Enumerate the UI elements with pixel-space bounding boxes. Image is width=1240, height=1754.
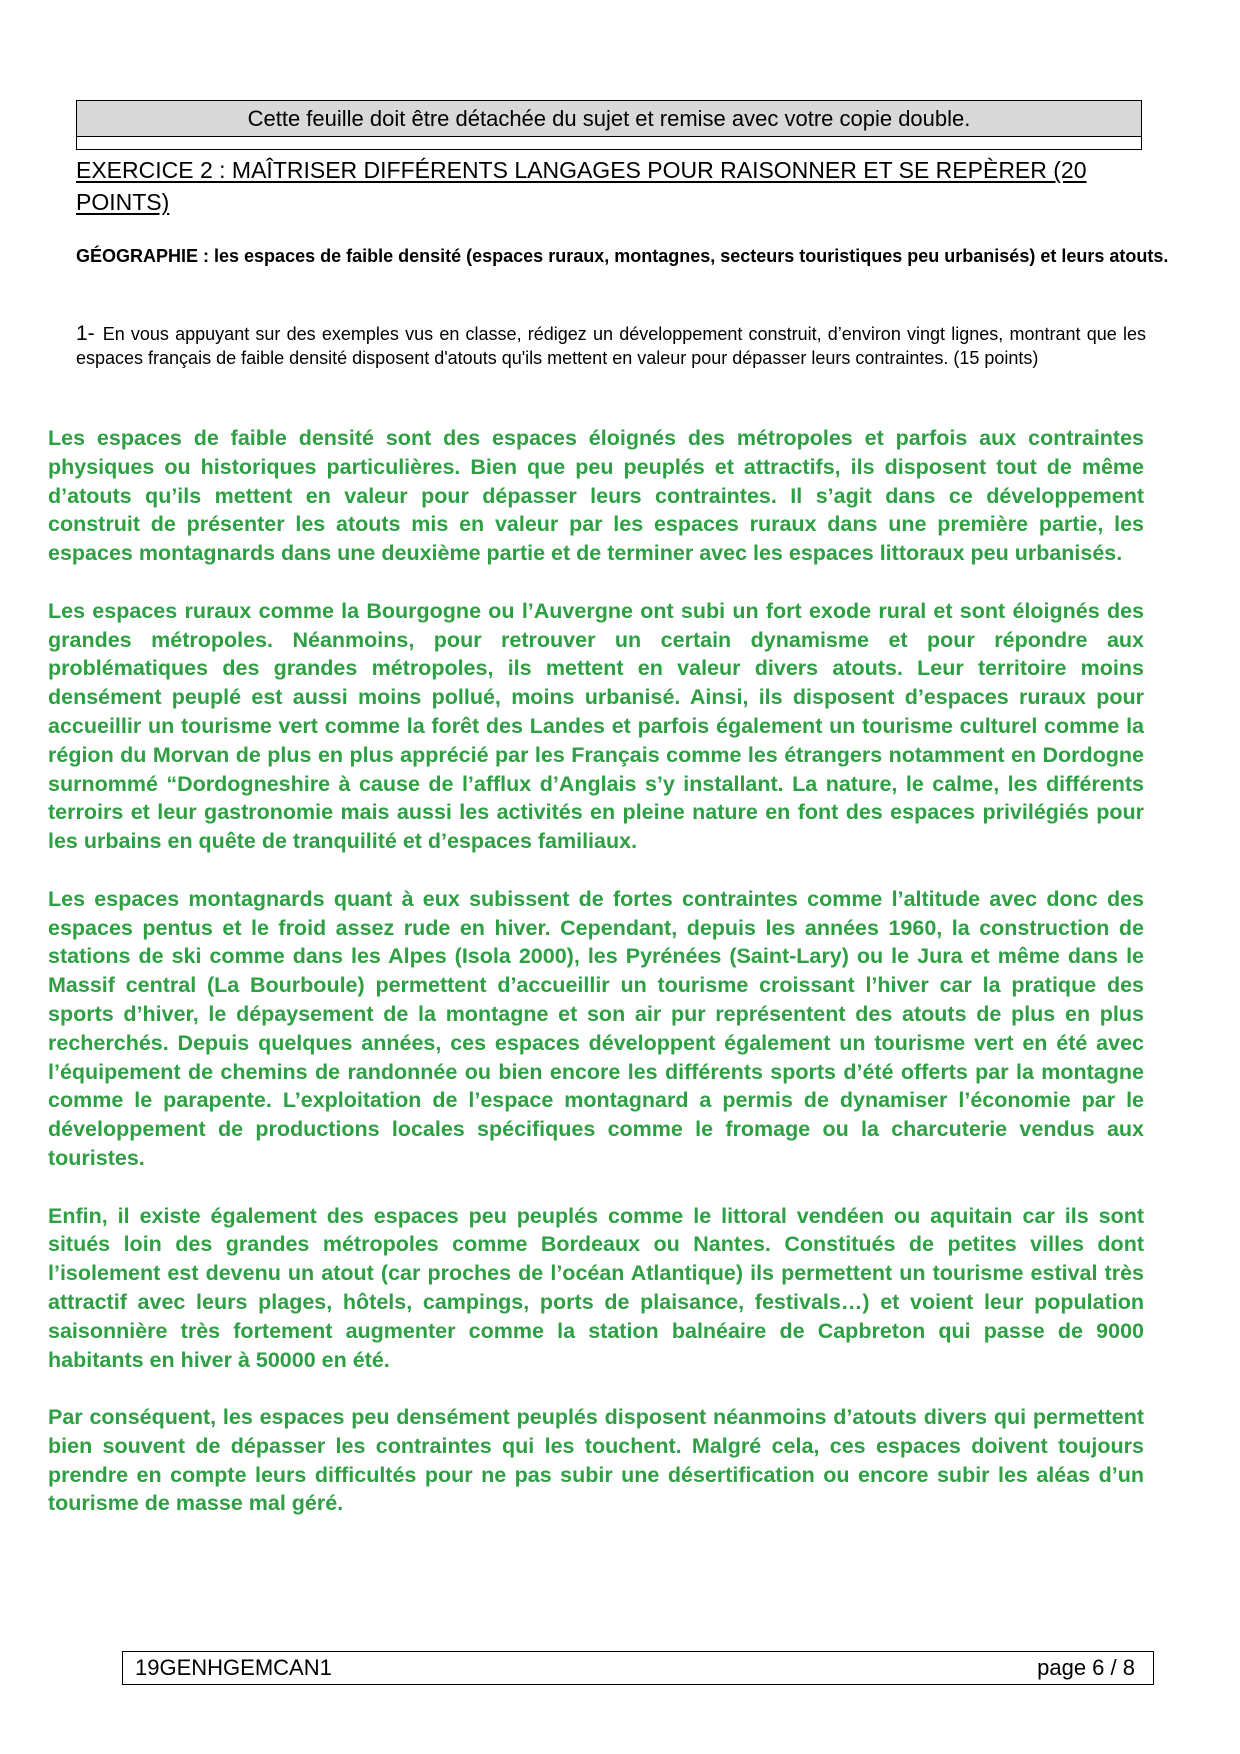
answer-paragraph-rural: Les espaces ruraux comme la Bourgogne ou l’Auvergne ont subi un fort exode rural et sont éloignés des grandes métropoles. Néanmoins, pour retrouver un certain dynamisme et pour répondre aux problématiques des grandes métropoles, ils mettent en valeur divers atouts. Leur territoire moins densément peuplé est aussi moins pollué, moins urbanisé. Ainsi, ils disposent d’espaces ruraux pour accueillir un tourisme vert comme la forêt des Landes et parfois également un tourisme culturel comme la région du Morvan de plus en plus apprécié par les Français comme les étrangers notamment en Dordogne surnommé “Dordogneshire à cause de l’afflux d’Anglais s’y installant. La nature, le calme, les différents terroirs et leur gastronomie mais aussi les activités en pleine nature en font des espaces privilégiés pour les urbains en quête de tranquilité et d’espaces familiaux. <box>48 598 1144 854</box>
answer-paragraph-intro: Les espaces de faible densité sont des espaces éloignés des métropoles et parfois aux contraintes physiques ou historiques particulières. Bien que peu peuplés et attractifs, ils disposent tout de même d’atouts qu’ils mettent en valeur pour dépasser leurs contraintes. Il s’agit dans ce développement construit de présenter les atouts mis en valeur par les espaces ruraux dans une première partie, les espaces montagnards dans une deuxième partie et de terminer avec les espaces littoraux peu urbanisés. <box>48 426 1144 566</box>
page-number: page 6 / 8 <box>1037 1655 1135 1680</box>
geography-heading: GÉOGRAPHIE : les espaces de faible densité (espaces ruraux, montagnes, secteurs touristiques peu urbanisés) et leurs atouts. <box>76 246 1169 266</box>
subject-code: 19GENHGEMCAN1 <box>135 1655 332 1680</box>
exercise-title: EXERCICE 2 : MAÎTRISER DIFFÉRENTS LANGAGES POUR RAISONNER ET SE REPÈRER (20 POINTS) <box>76 157 1087 215</box>
question-number: 1- <box>76 322 95 345</box>
question-text: En vous appuyant sur des exemples vus en classe, rédigez un développement construit, d’environ vingt lignes, montrant que les espaces français de faible densité disposent d'atouts qu'ils mettent en valeur pour dépasser leurs contraintes. (15 points) <box>76 324 1146 368</box>
answer-paragraph-coastal: Enfin, il existe également des espaces peu peuplés comme le littoral vendéen ou aquitain car ils sont situés loin des grandes métropoles comme Bordeaux ou Nantes. Constitués de petites villes dont l’isolement est devenu un atout (car proches de l’océan Atlantique) ils permettent un tourisme estival très attractif avec leurs plages, hôtels, campings, ports de plaisance, festivals…) et voient leur population saisonnière très fortement augmenter comme la station balnéaire de Capbreton qui passe de 9000 habitants en hiver à 50000 en été. <box>48 1203 1144 1372</box>
answer-text <box>48 424 1144 1518</box>
question <box>76 322 1146 370</box>
answer-paragraph-mountain: Les espaces montagnards quant à eux subissent de fortes contraintes comme l’altitude avec donc des espaces pentus et le froid assez rude en hiver. Cependant, depuis les années 1960, la construction de stations de ski comme dans les Alpes (Isola 2000), les Pyrénées (Saint-Lary) ou le Jura et même dans le Massif central (La Bourboule) permettent d’accueillir un tourisme croissant l’hiver car la pratique des sports d’hiver, le dépaysement de la montagne et son air pur représentent des atouts de plus en plus recherchés. Depuis quelques années, ces espaces développent également un tourisme vert en été avec l’équipement de chemins de randonnée ou bien encore les différents sports d’été offerts par la montagne comme le parapente. L’exploitation de l’espace montagnard a permis de dynamiser l’économie par le développement de productions locales spécifiques comme le fromage ou la charcuterie vendus aux touristes. <box>48 886 1144 1170</box>
detach-notice-box <box>76 100 1142 150</box>
detach-notice-text: Cette feuille doit être détachée du sujet et remise avec votre copie double. <box>77 101 1141 137</box>
answer-paragraph-conclusion: Par conséquent, les espaces peu densément peuplés disposent néanmoins d’atouts divers qui permettent bien souvent de dépasser les contraintes qui les touchent. Malgré cela, ces espaces doivent toujours prendre en compte leurs difficultés pour ne pas subir une désertification ou encore subir les aléas d’un tourisme de masse mal géré. <box>48 1405 1144 1516</box>
page-footer <box>122 1651 1154 1685</box>
